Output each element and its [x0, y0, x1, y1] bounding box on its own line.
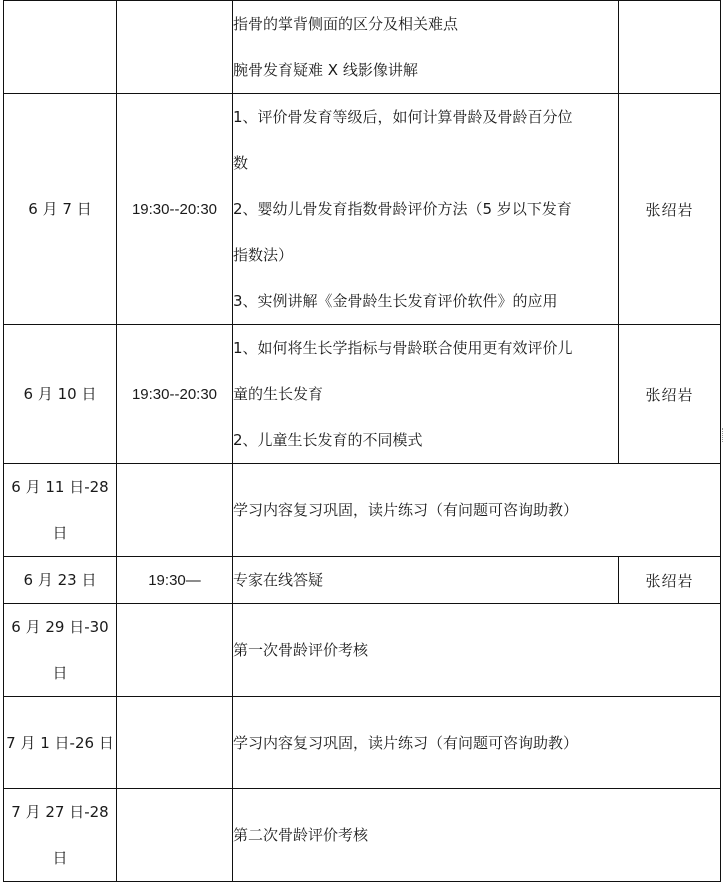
table-row [4, 464, 721, 557]
table-row [4, 789, 721, 882]
content-line: 指骨的掌背侧面的区分及相关难点 [233, 15, 459, 33]
content-cell [233, 789, 721, 882]
teacher-cell: 张绍岩 [619, 557, 721, 604]
date-cell: 6 月 23 日 [4, 557, 117, 604]
schedule-table [3, 0, 721, 882]
content-line: 3、实例讲解《金骨龄生长发育评价软件》的应用 [233, 292, 558, 310]
table-row [4, 604, 721, 697]
content-line: 学习内容复习巩固，读片练习（有问题可咨询助教） [233, 733, 579, 752]
content-line: 童的生长发育 [233, 385, 324, 403]
date-cell: 6 月 7 日 [4, 94, 117, 325]
date-text: 6 月 11 日-28 日 [11, 478, 109, 542]
teacher-cell [619, 1, 721, 94]
time-cell [117, 789, 233, 882]
content-line: 指数法） [233, 246, 294, 264]
table-row [4, 325, 721, 464]
content-line: 1、评价骨发育等级后，如何计算骨龄及骨龄百分位 [233, 108, 573, 126]
time-cell [117, 697, 233, 789]
table-row [4, 94, 721, 325]
content-line: 专家在线答疑 [233, 571, 324, 589]
content-cell [233, 1, 619, 94]
content-line: 2、婴幼儿骨发育指数骨龄评价方法（5 岁以下发育 [233, 200, 572, 218]
time-cell [117, 464, 233, 557]
date-cell [4, 697, 117, 789]
time-cell: 19:30— [117, 557, 233, 604]
table-row [4, 697, 721, 789]
content-line: 2、儿童生长发育的不同模式 [233, 431, 423, 449]
date-cell [4, 464, 117, 557]
date-cell [4, 1, 117, 94]
date-text: 6 月 29 日-30 日 [11, 618, 109, 682]
content-line: 数 [233, 154, 249, 172]
date-cell [4, 604, 117, 697]
table-row [4, 1, 721, 94]
content-line: 1、如何将生长学指标与骨龄联合使用更有效评价儿 [233, 339, 573, 357]
time-cell [117, 604, 233, 697]
content-line: 学习内容复习巩固，读片练习（有问题可咨询助教） [233, 501, 579, 519]
date-cell [4, 789, 117, 882]
content-line: 腕骨发育疑难 X 线影像讲解 [233, 61, 418, 79]
content-cell [233, 557, 619, 604]
time-cell: 19:30--20:30 [117, 325, 233, 464]
content-cell [233, 604, 721, 697]
table-row [4, 557, 721, 604]
teacher-cell: 张绍岩 [619, 325, 721, 464]
content-cell [233, 325, 619, 464]
date-text: 7 月 1 日-26 日 [6, 733, 114, 752]
content-line: 第二次骨龄评价考核 [233, 826, 369, 844]
time-cell [117, 1, 233, 94]
content-line: 第一次骨龄评价考核 [233, 641, 369, 659]
date-cell: 6 月 10 日 [4, 325, 117, 464]
time-cell: 19:30--20:30 [117, 94, 233, 325]
content-cell [233, 697, 721, 789]
date-text: 7 月 27 日-28 日 [11, 803, 109, 867]
teacher-cell: 张绍岩 [619, 94, 721, 325]
content-cell [233, 94, 619, 325]
content-cell [233, 464, 721, 557]
